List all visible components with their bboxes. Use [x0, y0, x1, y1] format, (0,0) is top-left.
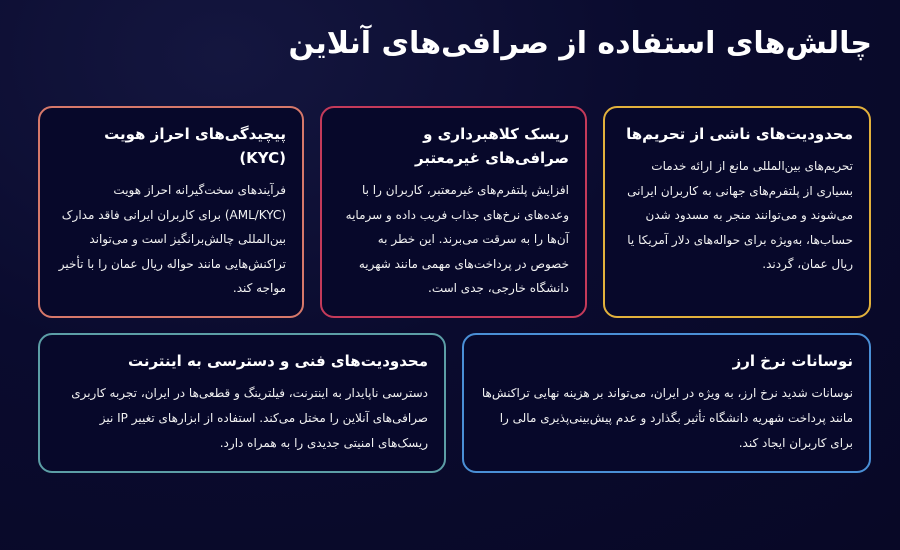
- card-sanctions: [603, 106, 871, 318]
- card-body: نوسانات شدید نرخ ارز، به ویژه در ایران، می‌تواند بر هزینه نهایی تراکنش‌ها مانند پرداخت شهریه دانشگاه تأثیر بگذارد و عدم پیش‌بینی‌پذیری مالی را برای کاربران ایجاد کند.: [481, 386, 853, 450]
- card-heading: نوسانات نرخ ارز: [732, 352, 853, 370]
- card-fraud-risk: [320, 106, 587, 318]
- card-heading: ریسک کلاهبرداری و صرافی‌های غیرمعتبر: [415, 125, 569, 167]
- card-body: افزایش پلتفرم‌های غیرمعتبر، کاربران را با وعده‌های نرخ‌های جذاب فریب داده و سرمایه آن‌ها را به سرقت می‌برند. این خطر به خصوص در پرداخت‌های مهمی مانند شهریه دانشگاه خارجی، جدی است.: [345, 183, 569, 295]
- card-heading: پیچیدگی‌های احراز هویت (KYC): [104, 125, 286, 167]
- card-body: فرآیندهای سخت‌گیرانه احراز هویت (AML/KYC) برای کاربران ایرانی فاقد مدارک بین‌المللی چالش‌برانگیز است و می‌تواند تراکنش‌هایی مانند حواله ریال عمان را با تأخیر مواجه کند.: [58, 183, 286, 295]
- card-heading: محدودیت‌های ناشی از تحریم‌ها: [626, 125, 853, 143]
- card-exchange-volatility: [462, 333, 871, 473]
- card-heading: محدودیت‌های فنی و دسترسی به اینترنت: [127, 352, 428, 370]
- page-title: چالش‌های استفاده از صرافی‌های آنلاین: [288, 26, 872, 61]
- card-internet-limits: [38, 333, 446, 473]
- card-kyc: [38, 106, 304, 318]
- card-body: دسترسی ناپایدار به اینترنت، فیلترینگ و قطعی‌ها در ایران، تجربه کاربری صرافی‌های آنلاین را مختل می‌کند. استفاده از ابزارهای تغییر IP نیز ریسک‌های امنیتی جدیدی را به همراه دارد.: [71, 386, 428, 450]
- card-body: تحریم‌های بین‌المللی مانع از ارائه خدمات بسیاری از پلتفرم‌های جهانی به کاربران ایرانی می‌شوند و می‌توانند منجر به مسدود شدن حساب‌ها، به‌ویژه برای حواله‌های دلار آمریکا یا ریال عمان، گردند.: [627, 159, 853, 271]
